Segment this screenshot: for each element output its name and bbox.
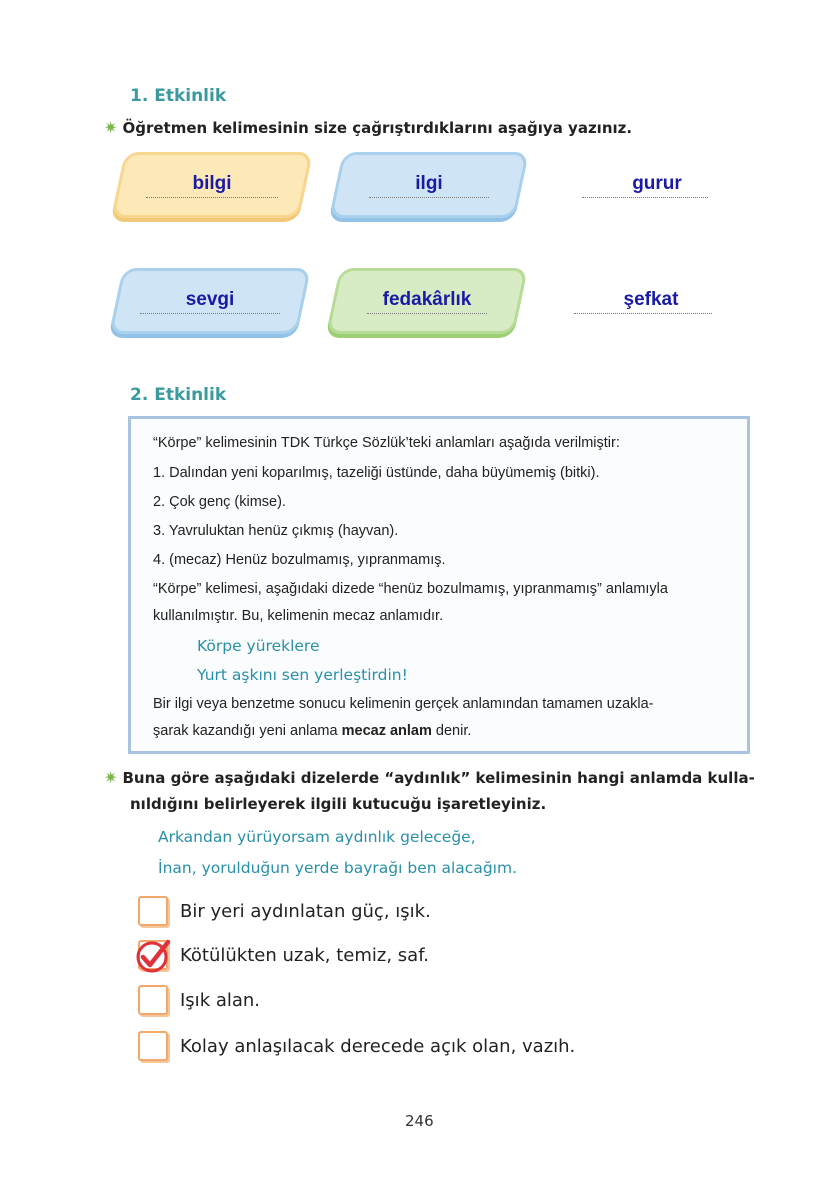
definition-line-1: Bir ilgi veya benzetme sonucu kelimenin gerçek anlamından tamamen uzakla- <box>153 696 654 712</box>
word-box-1 <box>111 152 313 218</box>
activity-2-title: 2. Etkinlik <box>130 385 227 405</box>
star-bullet-icon: ✷ <box>104 768 118 787</box>
answer-word-4[interactable]: sevgi <box>140 289 281 314</box>
answer-word-5[interactable]: fedakârlık <box>367 289 488 314</box>
activity-2-question: ✷ Buna göre aşağıdaki dizelerde “aydınlık” kelimesinin hangi anlamda kulla- <box>104 768 755 787</box>
word-box-3 <box>552 152 738 218</box>
word-box-4 <box>109 268 311 334</box>
answer-word-6[interactable]: şefkat <box>574 289 713 314</box>
meaning-1: 1. Dalından yeni koparılmış, tazeliği üstünde, daha büyümemiş (bitki). <box>153 465 600 481</box>
star-bullet-icon: ✷ <box>104 118 118 137</box>
box-poem-line-1: Körpe yüreklere <box>197 637 320 655</box>
page-number: 246 <box>405 1112 434 1130</box>
answer-word-1[interactable]: bilgi <box>146 173 277 198</box>
option-3-checkbox[interactable] <box>138 985 168 1015</box>
word-box-6 <box>550 268 736 334</box>
meaning-4: 4. (mecaz) Henüz bozulmamış, yıpranmamış. <box>153 552 446 568</box>
box-intro: “Körpe” kelimesinin TDK Türkçe Sözlük’teki anlamları aşağıda verilmiştir: <box>153 435 620 451</box>
option-2-label: Kötülükten uzak, temiz, saf. <box>180 944 429 966</box>
checkmark-icon <box>134 936 174 976</box>
option-4 <box>138 1031 575 1061</box>
definition-box <box>128 416 750 754</box>
usage-line-1: “Körpe” kelimesi, aşağıdaki dizede “henüz bozulmamış, yıpranmamış” anlamıyla <box>153 581 668 597</box>
option-4-checkbox[interactable] <box>138 1031 168 1061</box>
activity-1-instruction: ✷ Öğretmen kelimesinin size çağrıştırdıklarını aşağıya yazınız. <box>104 118 633 137</box>
activity-1-title: 1. Etkinlik <box>130 86 227 106</box>
option-2 <box>138 940 429 970</box>
option-1-checkbox[interactable] <box>138 896 168 926</box>
answer-word-2[interactable]: ilgi <box>369 173 488 198</box>
mecaz-anlam-term: mecaz anlam <box>341 723 432 739</box>
question-poem-line-1: Arkandan yürüyorsam aydınlık geleceğe, <box>158 828 476 846</box>
usage-line-2: kullanılmıştır. Bu, kelimenin mecaz anlamıdır. <box>153 608 444 624</box>
box-poem-line-2: Yurt aşkını sen yerleştirdin! <box>197 666 408 684</box>
meaning-2: 2. Çok genç (kimse). <box>153 494 286 510</box>
option-3 <box>138 985 260 1015</box>
answer-word-3[interactable]: gurur <box>582 173 708 198</box>
word-box-5 <box>326 268 528 334</box>
question-poem-line-2: İnan, yorulduğun yerde bayrağı ben alacağım. <box>158 859 517 877</box>
option-4-label: Kolay anlaşılacak derecede açık olan, vazıh. <box>180 1035 576 1057</box>
option-1-label: Bir yeri aydınlatan güç, ışık. <box>180 900 431 922</box>
option-2-checkbox[interactable] <box>138 940 168 970</box>
activity-2-question-line-2: nıldığını belirleyerek ilgili kutucuğu işaretleyiniz. <box>130 795 547 813</box>
option-3-label: Işık alan. <box>180 989 261 1011</box>
meaning-3: 3. Yavruluktan henüz çıkmış (hayvan). <box>153 523 399 539</box>
definition-line-2: şarak kazandığı yeni anlama mecaz anlam denir. <box>153 723 472 739</box>
word-box-2 <box>329 152 529 218</box>
option-1 <box>138 896 431 926</box>
